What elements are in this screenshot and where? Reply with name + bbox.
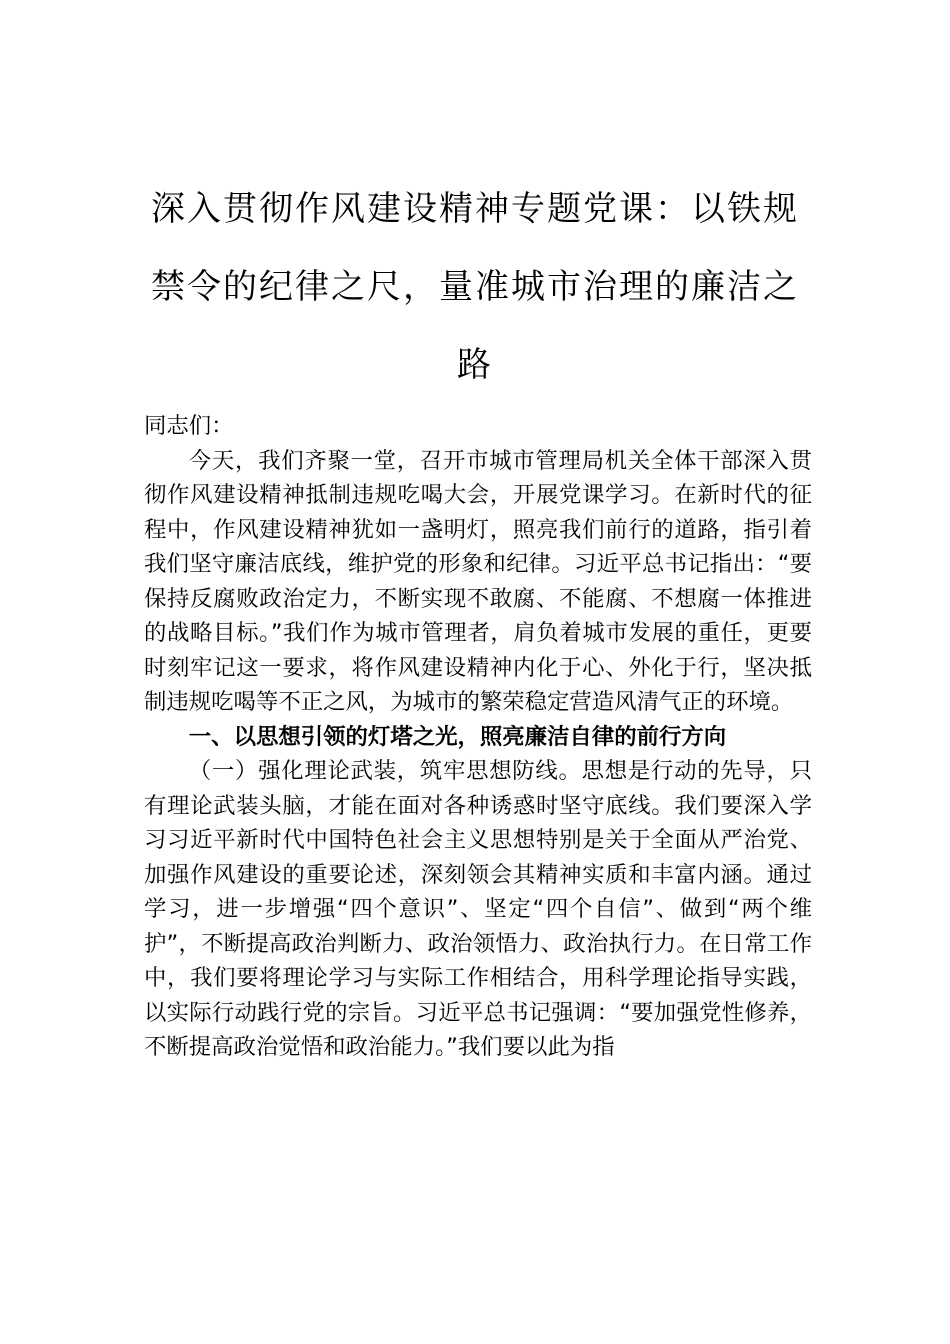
document-body (144, 409, 812, 1065)
salutation: 同志们： (144, 413, 234, 439)
intro-paragraph: 今天，我们齐聚一堂，召开市城市管理局机关全体干部深入贯彻作风建设精神抵制违规吃喝大会，开展党课学习。在新时代的征程中，作风建设精神犹如一盏明灯，照亮我们前行的道路，指引着我们坚守廉洁底线，维护党的形象和纪律。习近平总书记指出：“要保持反腐败政治定力，不断实现不敢腐、不能腐、不想腐一体推进的战略目标。”我们作为城市管理者，肩负着城市发展的重任，更要时刻牢记这一要求，将作风建设精神内化于心、外化于行，坚决抵制违规吃喝等不正之风，为城市的繁荣稳定营造风清气正的环境。 (144, 447, 812, 715)
title-line-2: 禁令的纪律之尺，量准城市治理的廉洁之 (151, 267, 799, 307)
title-line-3: 路 (457, 345, 493, 385)
document-title (140, 170, 810, 404)
title-line-1: 深入贯彻作风建设精神专题党课：以铁规 (151, 189, 799, 229)
subsection-paragraph-1: （一）强化理论武装，筑牢思想防线。思想是行动的先导，只有理论武装头脑，才能在面对各种诱惑时坚守底线。我们要深入学习习近平新时代中国特色社会主义思想特别是关于全面从严治党、加强作风建设的重要论述，深刻领会其精神实质和丰富内涵。通过学习，进一步增强“四个意识”、坚定“四个自信”、做到“两个维护”，不断提高政治判断力、政治领悟力、政治执行力。在日常工作中，我们要将理论学习与实际工作相结合，用科学理论指导实践，以实际行动践行党的宗旨。习近平总书记强调：“要加强党性修养，不断提高政治觉悟和政治能力。”我们要以此为指 (144, 758, 812, 1060)
section-heading-1: 一、以思想引领的灯塔之光，照亮廉洁自律的前行方向 (188, 723, 727, 750)
